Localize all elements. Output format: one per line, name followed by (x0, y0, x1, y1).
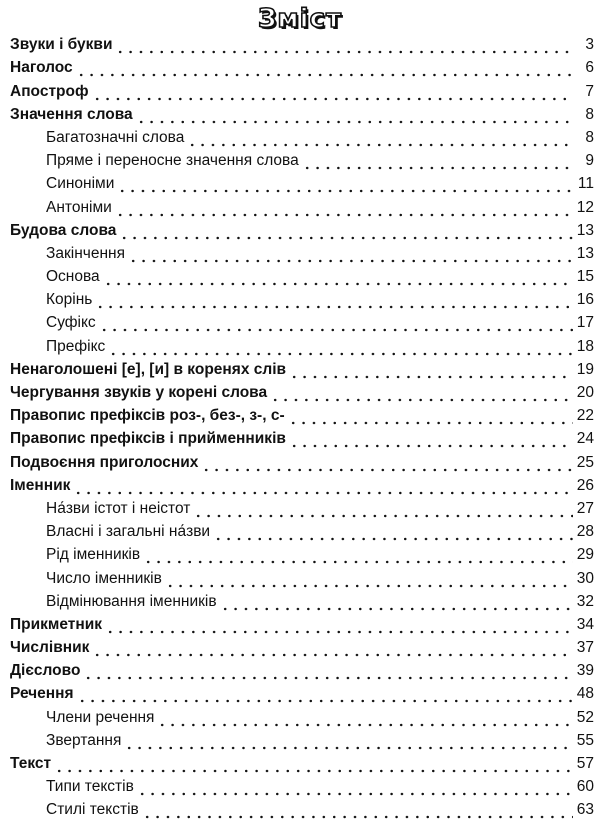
toc-entry (0, 658, 600, 681)
toc-entry (0, 403, 600, 426)
dot-leader (143, 545, 573, 565)
toc-entry-label: Числівник (10, 639, 90, 657)
toc-subentry (0, 519, 600, 542)
toc-entry (0, 78, 600, 101)
dot-leader (92, 82, 573, 102)
toc-subentry (0, 241, 600, 264)
toc-entry-label: Звуки і букви (10, 36, 113, 54)
toc-page-number: 17 (576, 314, 594, 332)
toc-page-number: 29 (576, 546, 594, 564)
toc-entry-label: Синоніми (46, 175, 115, 193)
dot-leader (302, 151, 573, 171)
toc-entry-label: Наголос (10, 59, 73, 77)
toc-page-number: 18 (576, 337, 594, 355)
toc-page-number: 48 (576, 685, 594, 703)
toc-page-number: 7 (585, 82, 594, 100)
dot-leader (115, 35, 573, 55)
toc-page-number: 52 (576, 708, 594, 726)
toc-page-number: 9 (585, 152, 594, 170)
toc-entry-label: Суфікс (46, 314, 96, 332)
toc-page-number: 12 (576, 198, 594, 216)
dot-leader (92, 638, 573, 658)
dot-leader (128, 244, 573, 264)
toc-page-number: 39 (576, 662, 594, 680)
dot-leader (187, 128, 573, 148)
toc-entry-label: Звертання (46, 731, 122, 749)
toc-entry-label: Пряме і переносне значення слова (46, 152, 299, 170)
toc-page-number: 60 (576, 778, 594, 796)
toc-entry (0, 635, 600, 658)
toc-page-number: 19 (576, 360, 594, 378)
toc-entry-label: Будова слова (10, 221, 117, 239)
toc-entry-label: Закінчення (46, 244, 125, 262)
toc-entry-label: Правопис префіксів і прийменників (10, 430, 286, 448)
dot-leader (124, 731, 573, 751)
toc-page-number: 3 (585, 36, 594, 54)
toc-entry-label: На́зви істот і неістот (46, 499, 191, 517)
dot-leader (108, 337, 573, 357)
toc-entry-label: Речення (10, 685, 74, 703)
dot-leader (193, 499, 573, 519)
toc-subentry (0, 496, 600, 519)
toc-page-number: 30 (576, 569, 594, 587)
toc-page-number: 63 (576, 801, 594, 819)
dot-leader (99, 313, 573, 333)
toc-page-number: 25 (576, 453, 594, 471)
toc-page-number: 37 (576, 639, 594, 657)
toc-subentry (0, 333, 600, 356)
toc-entry-label: Дієслово (10, 662, 81, 680)
dot-leader (288, 406, 573, 426)
toc-entry (0, 473, 600, 496)
toc-entry-label: Стилі текстів (46, 801, 139, 819)
dot-leader (117, 174, 573, 194)
toc-entry-label: Відмінювання іменників (46, 592, 217, 610)
dot-leader (289, 429, 573, 449)
toc-page-number: 28 (576, 523, 594, 541)
toc-entry (0, 32, 600, 55)
toc-entry-label: Рід іменників (46, 546, 141, 564)
toc-entry-label: Префікс (46, 337, 106, 355)
toc-page-number: 20 (576, 384, 594, 401)
toc-entry-label: Типи текстів (46, 778, 134, 796)
toc-page-number: 8 (585, 105, 594, 123)
toc-page-number: 11 (577, 175, 594, 193)
dot-leader (270, 383, 573, 403)
toc-subentry (0, 264, 600, 287)
page-title: Зміст (257, 4, 343, 34)
dot-leader (73, 476, 573, 496)
dot-leader (220, 592, 573, 612)
dot-leader (289, 360, 573, 380)
dot-leader (77, 684, 573, 704)
toc-entry (0, 751, 600, 774)
toc-page-number: 26 (576, 476, 594, 494)
toc-subentry (0, 542, 600, 565)
toc-page-number: 32 (576, 592, 594, 610)
table-of-contents (0, 32, 600, 820)
toc-page-number: 13 (576, 244, 594, 262)
dot-leader (157, 708, 573, 728)
dot-leader (76, 58, 573, 78)
toc-entry (0, 449, 600, 472)
toc-entry (0, 357, 600, 380)
toc-entry (0, 218, 600, 241)
toc-entry-label: Власні і загальні на́зви (46, 523, 211, 541)
toc-page-number: 22 (576, 407, 594, 425)
toc-entry-label: Число іменників (46, 569, 162, 587)
toc-subentry (0, 171, 600, 194)
toc-entry (0, 55, 600, 78)
toc-entry-label: Правопис префіксів роз-, без-, з-, с- (10, 407, 285, 425)
dot-leader (142, 800, 573, 820)
toc-subentry (0, 565, 600, 588)
dot-leader (213, 522, 573, 542)
dot-leader (103, 267, 573, 287)
toc-entry (0, 102, 600, 125)
toc-entry-label: Багатозначні слова (46, 128, 185, 146)
toc-entry-label: Подвоєння приголосних (10, 453, 199, 471)
toc-page-number: 27 (576, 499, 594, 517)
toc-page-number: 8 (585, 128, 594, 146)
toc-page-number: 13 (576, 221, 594, 239)
toc-subentry (0, 194, 600, 217)
toc-entry (0, 380, 600, 403)
toc-entry-label: Текст (10, 755, 52, 772)
toc-entry (0, 426, 600, 449)
toc-page-number: 15 (576, 268, 594, 286)
toc-page-number: 34 (576, 615, 594, 633)
toc-subentry (0, 589, 600, 612)
toc-entry-label: Основа (46, 268, 100, 286)
toc-entry-label: Члени речення (46, 708, 155, 726)
toc-entry (0, 681, 600, 704)
toc-subentry (0, 287, 600, 310)
toc-subentry (0, 310, 600, 333)
toc-entry-label: Іменник (10, 476, 71, 494)
dot-leader (201, 453, 573, 473)
toc-page-number: 57 (576, 755, 594, 772)
toc-entry-label: Значення слова (10, 105, 133, 123)
toc-entry-label: Ненаголошені [е], [и] в коренях слів (10, 360, 287, 378)
toc-page-number: 16 (576, 291, 594, 309)
toc-entry-label: Прикметник (10, 615, 103, 633)
dot-leader (119, 221, 573, 241)
dot-leader (136, 105, 573, 125)
toc-entry-label: Корінь (46, 291, 93, 309)
toc-subentry (0, 704, 600, 727)
toc-subentry (0, 797, 600, 820)
dot-leader (54, 754, 573, 774)
dot-leader (137, 777, 573, 797)
toc-subentry (0, 148, 600, 171)
toc-entry-label: Апостроф (10, 82, 89, 100)
toc-entry-label: Антоніми (46, 198, 112, 216)
dot-leader (115, 198, 573, 218)
dot-leader (165, 569, 573, 589)
dot-leader (105, 615, 573, 635)
toc-subentry (0, 774, 600, 797)
dot-leader (83, 661, 573, 681)
toc-subentry (0, 728, 600, 751)
toc-page-number: 24 (576, 430, 594, 448)
dot-leader (95, 290, 573, 310)
toc-entry (0, 612, 600, 635)
toc-entry-label: Чергування звуків у корені слова (10, 384, 268, 401)
toc-subentry (0, 125, 600, 148)
toc-page-number: 55 (576, 731, 594, 749)
toc-page-number: 6 (585, 59, 594, 77)
